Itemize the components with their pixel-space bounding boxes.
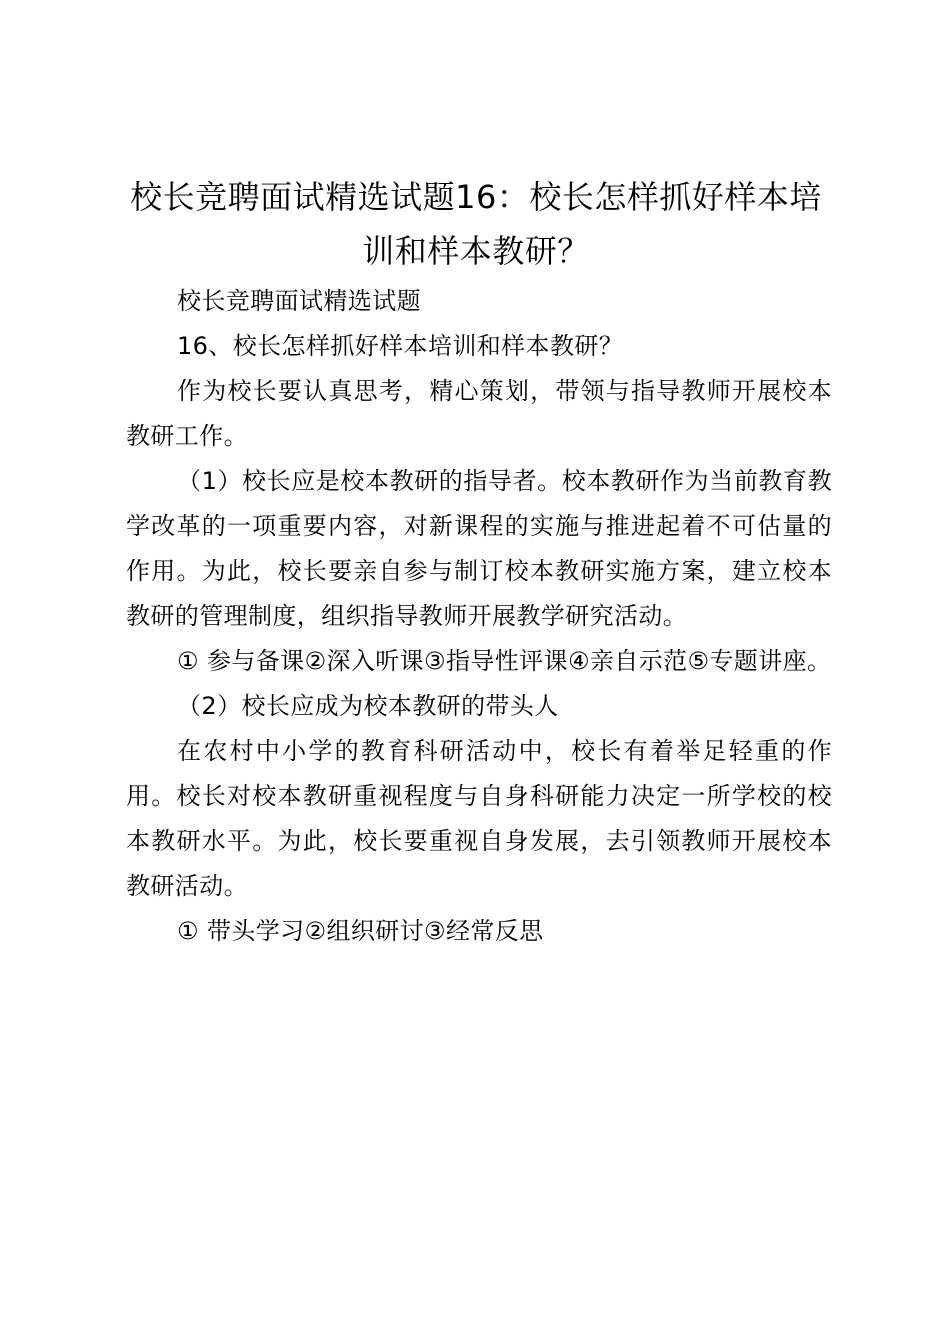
document-body	[126, 279, 832, 954]
paragraph-point-2-body: 在农村中小学的教育科研活动中，校长有着举足轻重的作用。校长对校本教研重视程度与自身科研能力决定一所学校的校本教研水平。为此，校长要重视自身发展，去引领教师开展校本教研活动。	[126, 737, 832, 900]
paragraph-intro: 作为校长要认真思考，精心策划，带领与指导教师开展校本教研工作。	[126, 377, 832, 450]
paragraph-point-2: （2）校长应成为校本教研的带头人	[177, 692, 559, 720]
paragraph-point-1-list: ① 参与备课②深入听课③指导性评课④亲自示范⑤专题讲座。	[177, 647, 832, 675]
paragraph-point-2-list: ① 带头学习②组织研讨③经常反思	[177, 917, 544, 945]
paragraph-subtitle: 校长竞聘面试精选试题	[177, 287, 421, 315]
paragraph-question: 16、校长怎样抓好样本培训和样本教研？	[177, 332, 624, 360]
document-title: 校长竞聘面试精选试题16：校长怎样抓好样本培训和样本教研？	[130, 178, 822, 270]
paragraph-point-1: （1）校长应是校本教研的指导者。校本教研作为当前教育教学改革的一项重要内容，对新课程的实施与推进起着不可估量的作用。为此，校长要亲自参与制订校本教研实施方案，建立校本教研的管理制度，组织指导教师开展教学研究活动。	[126, 467, 832, 630]
